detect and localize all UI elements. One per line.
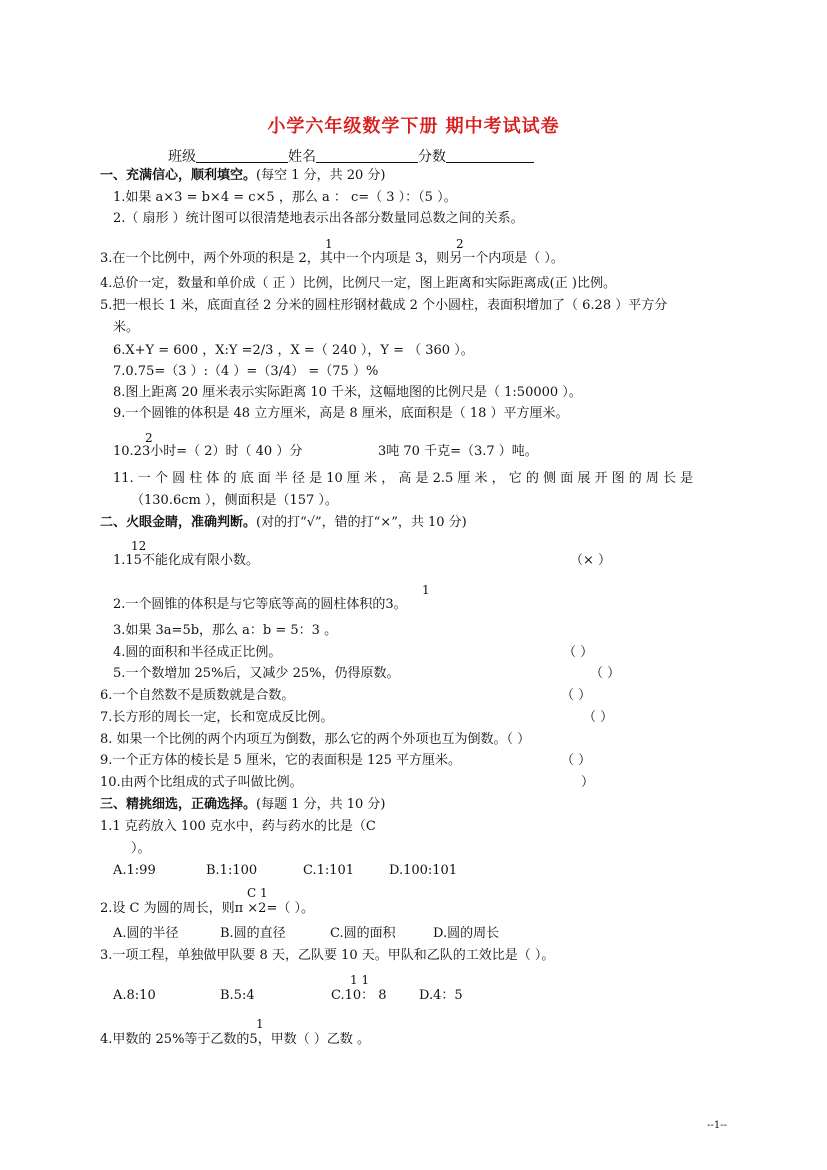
s3-q3: 3.一项工程，单独做甲队要 8 天，乙队要 10 天。甲队和乙队的工效比是（ ）。 [100,948,555,963]
s3-q2-option-c: C.圆的面积 [330,926,396,941]
s3-q1-option-c: C.1:101 [303,863,355,878]
s3-q2-option-b: B.圆的直径 [220,926,286,941]
class-blank [196,149,288,163]
s2-q1-answer: （× ） [570,553,612,568]
class-label: 班级 [168,149,196,165]
s1-q1: 1.如果 a×3 = b×4 = c×5 ，那么 a ： c=（ 3 ）：（5 ）。 [113,190,457,205]
s3-q3-option-c: C.10： 8 [331,988,387,1003]
s3-q1-line2: ）。 [131,841,151,856]
s3-q2-fraction-num: C 1 [247,886,268,900]
s2-q9-answer: （ ） [561,753,592,768]
section-1-heading: 一、充满信心，顺利填空。(每空 1 分，共 20 分) [100,168,386,183]
s3-q2-option-a: A.圆的半径 [113,926,179,941]
s3-q1-option-d: D.100:101 [389,863,458,878]
s2-q8: 8. 如果一个比例的两个内项互为倒数，那么它的两个外项也互为倒数。（ ） [100,732,531,747]
s2-q2: 2.一个圆锥的体积是与它等底等高的圆柱体积的3。 [113,597,407,612]
name-label: 姓名 [288,149,316,165]
s2-q4: 4.圆的面积和半径成正比例。 [113,645,282,660]
s3-q1-option-a: A.1:99 [113,863,156,878]
section-3-heading: 三、精挑细选，正确选择。(每题 1 分，共 10 分) [100,797,386,812]
s1-q4: 4.总价一定，数量和单价成（ 正 ）比例，比例尺一定，图上距离和实际距离成(正 )比例。 [100,276,616,291]
s1-q11-line1: 11. 一 个 圆 柱 体 的 底 面 半 径 是 10 厘 米 ， 高 是 2.5 厘 米 ， 它 的 侧 面 展 开 图 的 周 长 是 [113,471,694,486]
s3-q2-option-d: D.圆的周长 [433,926,500,941]
s3-q4-fraction-num: 1 [256,1017,264,1031]
s3-q4: 4.甲数的 25%等于乙数的5，甲数（ ）乙数 。 [100,1032,370,1047]
s1-q3: 3.在一个比例中，两个外项的积是 2，其中一个内项是 3，则另一个内项是（ ）。 [100,251,564,266]
s1-q8: 8.图上距离 20 厘米表示实际距离 10 千米，这幅地图的比例尺是（ 1:50000 ）。 [113,385,582,400]
s3-q1-line1: 1.1 克药放入 100 克水中，药与药水的比是（C [100,819,376,834]
s1-q10: 10.23小时=（ 2）时（ 40 ）分 [113,444,303,459]
s3-q3-option-b: B.5:4 [220,988,255,1003]
s1-q11-line2: （130.6cm ），侧面积是（157 ）。 [131,493,338,508]
s1-q3-fraction-num-b: 2 [456,237,464,251]
s1-q7: 7.0.75=（3 ）:（4 ）=（3/4） =（75 ）% [113,364,379,379]
page-title: 小学六年级数学下册 期中考试试卷 [267,116,560,137]
score-blank [446,149,534,163]
section-2-heading: 二、火眼金睛，准确判断。(对的打“√”，错的打“×”，共 10 分) [100,515,467,530]
s1-q3-fraction-num-a: 1 [325,237,333,251]
s2-q9: 9.一个正方体的棱长是 5 厘米，它的表面积是 125 平方厘米。 [100,753,462,768]
s2-q6-answer: （ ） [561,688,592,703]
s2-q3: 3.如果 3a=5b，那么 a：b = 5：3 。 [113,623,338,638]
s1-q9: 9.一个圆锥的体积是 48 立方厘米，高是 8 厘米，底面积是（ 18 ）平方厘米。 [113,406,569,421]
s3-q3-fraction-num: 1 1 [350,973,370,987]
s1-q10-fraction-num: 2 [145,431,153,445]
s2-q10-answer: ） [581,775,595,790]
s3-q3-option-d: D.4：5 [419,988,463,1003]
s2-q2-fraction-num: 1 [422,583,430,597]
s2-q10: 10.由两个比组成的式子叫做比例。 [100,775,303,790]
s2-q1: 1.15不能化成有限小数。 [113,553,259,568]
student-info-line [168,146,534,166]
s2-q1-fraction-num: 12 [131,539,147,553]
s2-q5: 5.一个数增加 25%后，又减少 25%，仍得原数。 [113,666,400,681]
s2-q6: 6.一个自然数不是质数就是合数。 [100,688,295,703]
s2-q7-answer: （ ） [583,710,614,725]
s1-q2: 2.（ 扇形 ）统计图可以很清楚地表示出各部分数量同总数之间的关系。 [113,211,524,226]
score-label: 分数 [418,149,446,165]
s3-q2: 2.设 C 为圆的周长，则π ×2=（ ）。 [100,901,314,916]
s1-q5-line2: 米。 [113,320,140,335]
s1-q10-part2: 3吨 70 千克=（3.7 ）吨。 [378,444,538,459]
page-number: --1-- [707,1120,727,1131]
s3-q3-option-a: A.8:10 [113,988,156,1003]
name-blank [316,149,418,163]
s3-q1-option-b: B.1:100 [206,863,258,878]
s2-q5-answer: （ ） [590,666,621,681]
s2-q4-answer: （ ） [563,645,594,660]
s2-q7: 7.长方形的周长一定，长和宽成反比例。 [100,710,334,725]
s1-q6: 6.X+Y = 600 ，X:Y =2/3 ，X =（ 240 ），Y = （ 360 ）。 [113,343,474,358]
s1-q5-line1: 5.把一根长 1 米，底面直径 2 分米的圆柱形钢材截成 2 个小圆柱，表面积增加了（ 6.28 ）平方分 [100,298,668,313]
